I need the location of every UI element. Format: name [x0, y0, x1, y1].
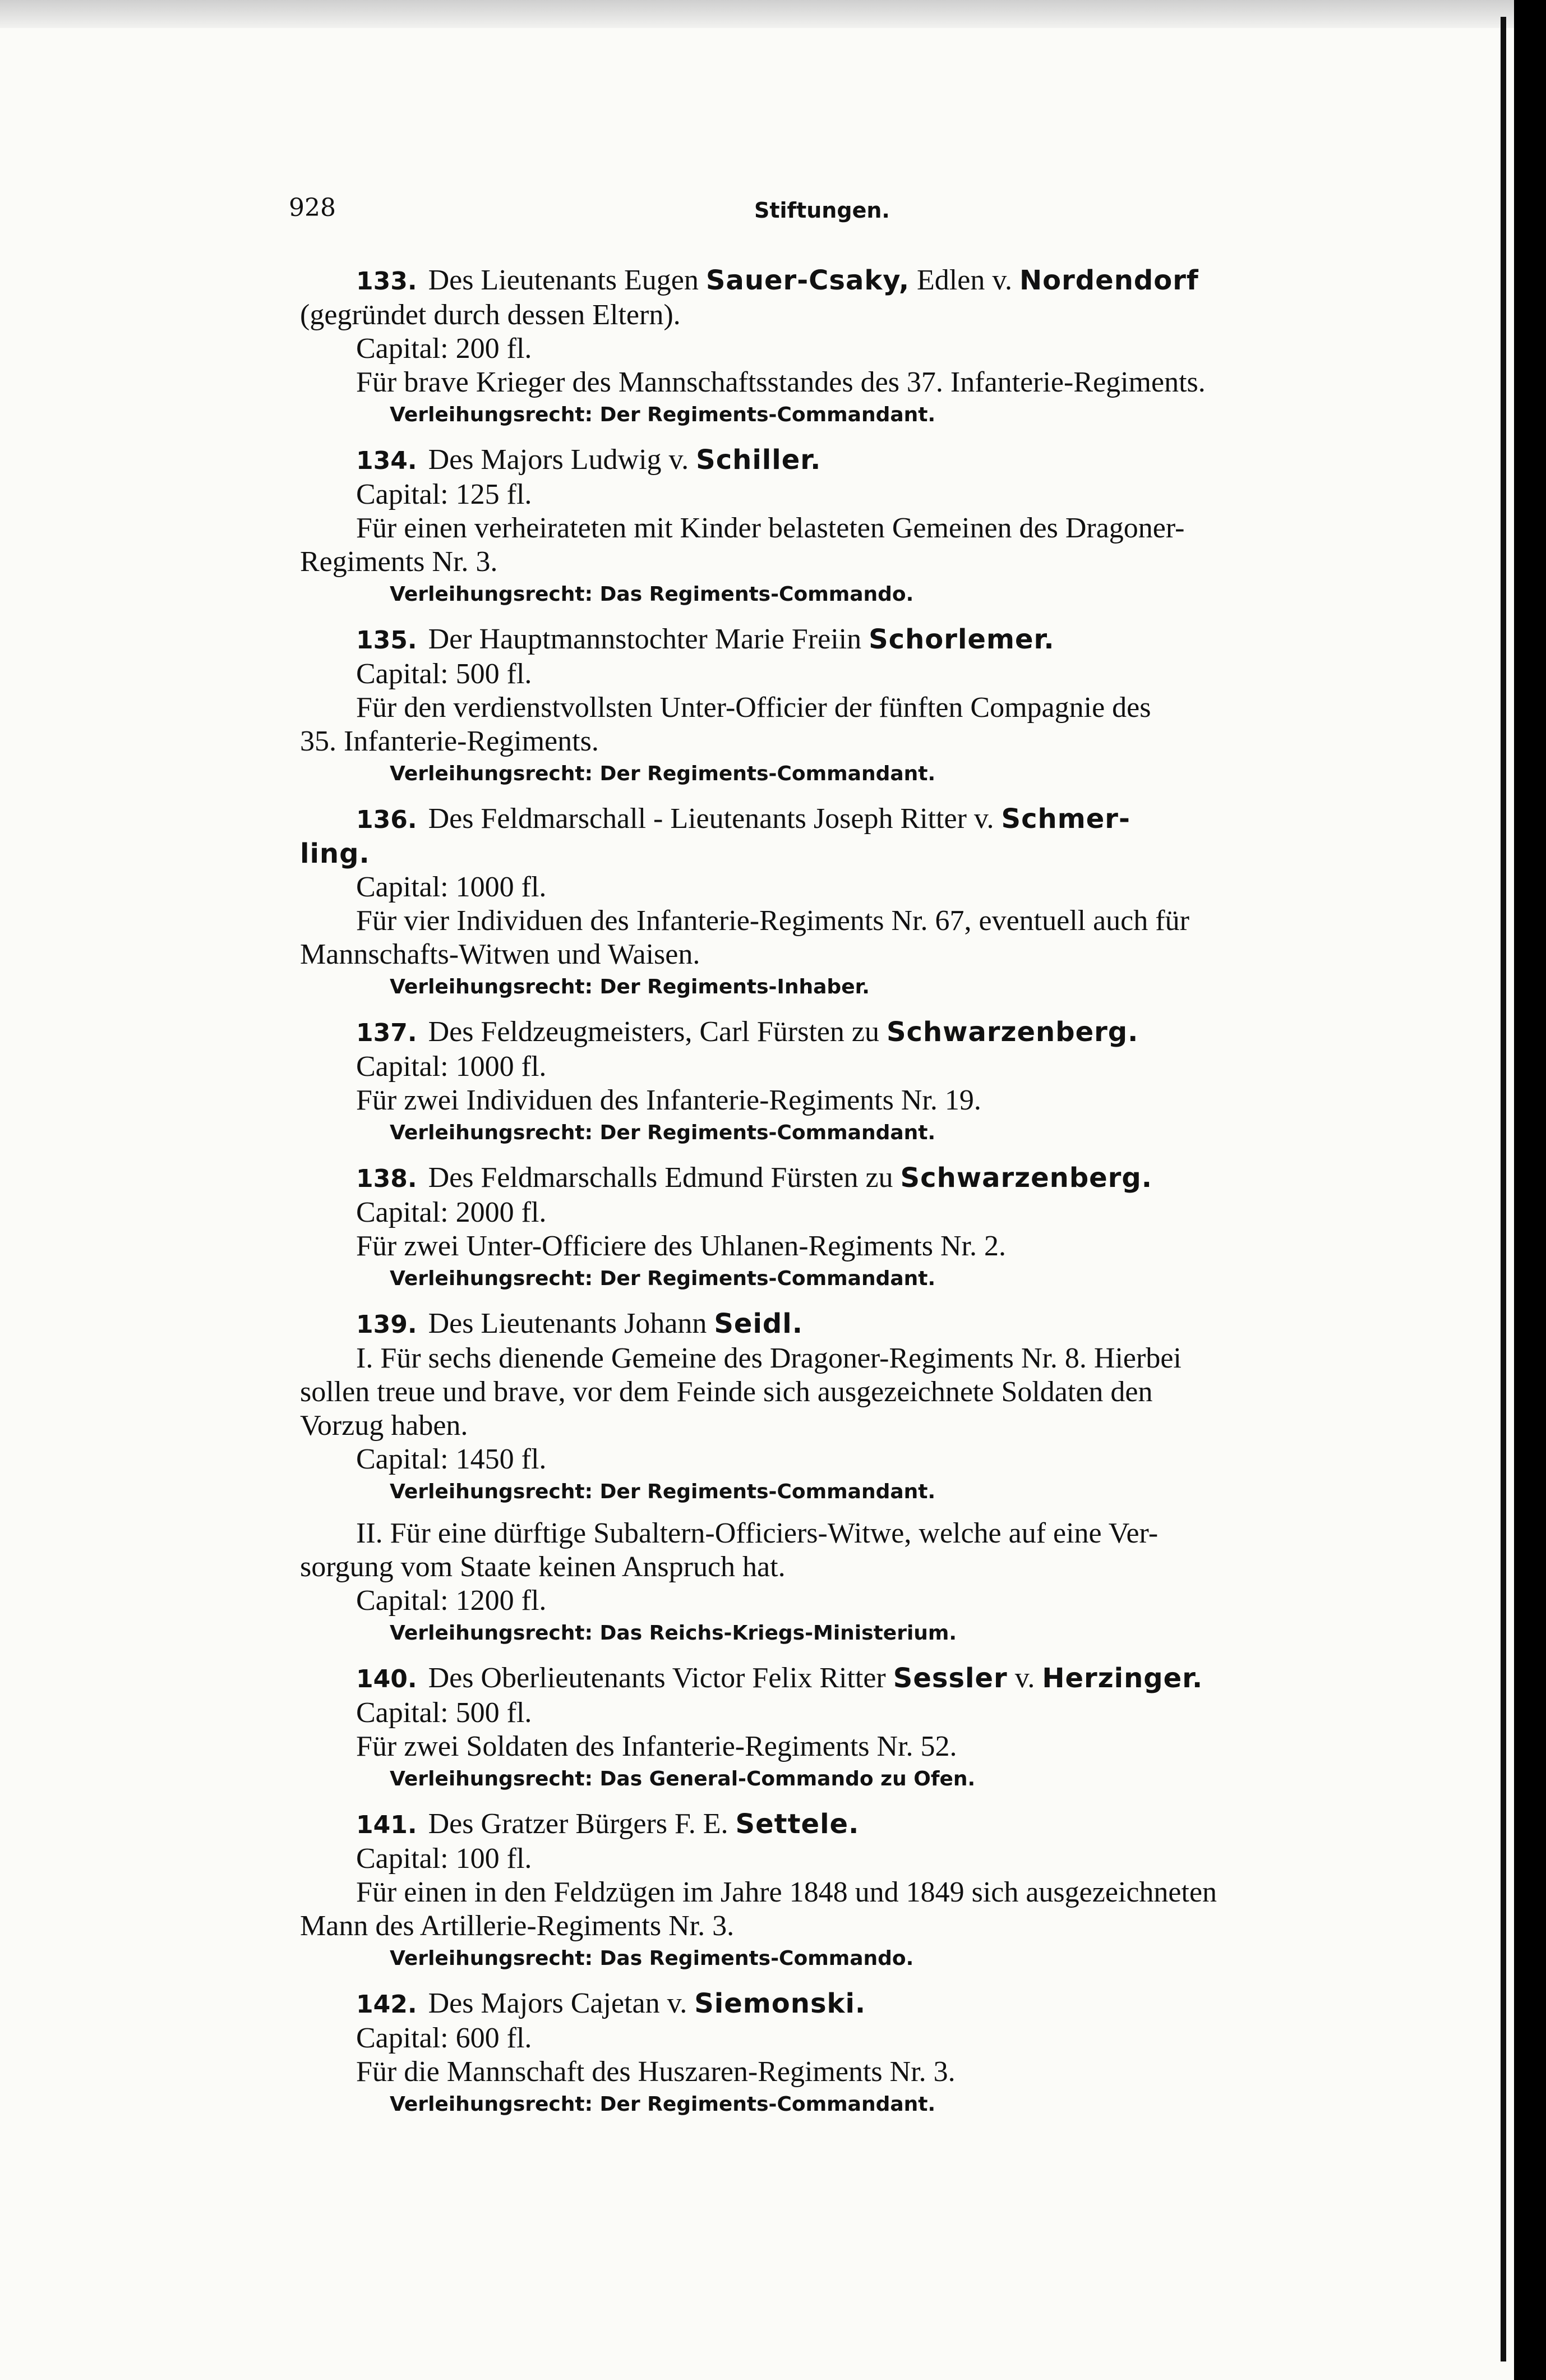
entry-number: 136. [356, 805, 417, 834]
capital: Capital: 200 fl. [356, 333, 532, 365]
verleihungsrecht: Verleihungsrecht: Der Regiments-Commandant. [390, 1121, 936, 1144]
entry-136: 136. Des Feldmarschall - Lieutenants Joseph Ritter v. Schmer- ling. Capital: 1000 fl. Für vier Individuen des Infanterie-Regiments Nr. 67, eventuell auch für Mannschafts-Witwen und Waisen. Verleihungsrecht: Der Regiments-Inhaber. [300, 802, 1349, 1003]
entry-name: Schwarzenberg. [900, 1162, 1152, 1194]
entry-number: 139. [356, 1310, 417, 1339]
entry-number: 140. [356, 1665, 417, 1693]
scan-edge-top [0, 0, 1514, 28]
purpose: Für vier Individuen des Infanterie-Regiments Nr. 67, eventuell auch für [356, 905, 1189, 937]
entry-134: 134. Des Majors Ludwig v. Schiller. Capital: 125 fl. Für einen verheirateten mit Kinder belasteten Gemeinen des Dragoner- Regiments Nr. 3. Verleihungsrecht: Das Regiments-Commando. [300, 443, 1349, 610]
verleihungsrecht: Verleihungsrecht: Das General-Commando zu Ofen. [390, 1767, 976, 1790]
page-header [289, 194, 1410, 238]
page-edge-rule [1501, 17, 1506, 2361]
purpose: Für den verdienstvollsten Unter-Officier der fünften Compagnie des [356, 692, 1151, 724]
entry-name: Siemonski. [694, 1988, 866, 2019]
capital: Capital: 2000 fl. [356, 1196, 547, 1228]
entry-number: 138. [356, 1164, 417, 1193]
entry-139: 139. Des Lieutenants Johann Seidl. I. Für sechs dienende Gemeine des Dragoner-Regiments Nr. 8. Hierbei sollen treue und brave, vor dem Feinde sich ausgezeichnete Soldaten den Vorzug haben. Capital: 1450 fl. Verleihungsrecht: Der Regiments-Commandant. II. Für eine dürftige Subaltern-Officiers-Witwe, welche auf eine Ver- sorgung vom Staate keinen Anspruch hat. Capital: 1200 fl. Verleihungsrecht: Das Reichs-Kriegs-Ministerium. [300, 1307, 1349, 1649]
purpose: Für zwei Soldaten des Infanterie-Regiments Nr. 52. [356, 1730, 957, 1762]
purpose: Für die Mannschaft des Huszaren-Regiments Nr. 3. [356, 2056, 956, 2088]
verleihungsrecht: Verleihungsrecht: Der Regiments-Commandant. [390, 1267, 936, 1290]
verleihungsrecht: Verleihungsrecht: Der Regiments-Commandant. [390, 1480, 936, 1503]
verleihungsrecht: Verleihungsrecht: Der Regiments-Commandant. [390, 2093, 936, 2116]
running-title: Stiftungen. [754, 198, 890, 223]
entry-number: 142. [356, 1990, 417, 2019]
purpose: Für einen in den Feldzügen im Jahre 1848 und 1849 sich ausgezeichneten [356, 1876, 1217, 1908]
entry-name: Schiller. [696, 444, 822, 476]
entry-number: 137. [356, 1019, 417, 1047]
verleihungsrecht: Verleihungsrecht: Der Regiments-Commandant. [390, 403, 936, 426]
entry-133: 133. Des Lieutenants Eugen Sauer-Csaky, Edlen v. Nordendorf (gegründet durch dessen Eltern). Capital: 200 fl. Für brave Krieger des Mannschaftsstandes des 37. Infanterie-Regiments. Verleihungsrecht: Der Regiments-Commandant. [300, 264, 1349, 431]
entry-name: Schmer- [1001, 803, 1130, 835]
page-number: 928 [289, 194, 336, 222]
verleihungsrecht: Verleihungsrecht: Das Reichs-Kriegs-Ministerium. [390, 1622, 957, 1645]
entry-name: Seidl. [714, 1308, 803, 1339]
entry-name: Sessler [893, 1663, 1008, 1694]
purpose: Für zwei Individuen des Infanterie-Regiments Nr. 19. [356, 1084, 981, 1116]
entry-number: 135. [356, 626, 417, 655]
capital: Capital: 1200 fl. [356, 1585, 547, 1617]
purpose: Für einen verheirateten mit Kinder belasteten Gemeinen des Dragoner- [356, 512, 1185, 544]
verleihungsrecht: Verleihungsrecht: Der Regiments-Inhaber. [390, 975, 870, 998]
capital: Capital: 125 fl. [356, 478, 532, 510]
page-body [300, 264, 1349, 2133]
entry-138: 138. Des Feldmarschalls Edmund Fürsten zu Schwarzenberg. Capital: 2000 fl. Für zwei Unter-Officiere des Uhlanen-Regiments Nr. 2. Verleihungsrecht: Der Regiments-Commandant. [300, 1161, 1349, 1295]
entry-name: Schwarzenberg. [886, 1016, 1139, 1048]
capital: Capital: 600 fl. [356, 2022, 532, 2054]
capital: Capital: 500 fl. [356, 1697, 532, 1729]
verleihungsrecht: Verleihungsrecht: Das Regiments-Commando. [390, 583, 914, 606]
purpose: II. Für eine dürftige Subaltern-Officiers-Witwe, welche auf eine Ver- [356, 1517, 1159, 1549]
capital: Capital: 1450 fl. [356, 1443, 547, 1475]
entry-name: Schorlemer. [869, 624, 1055, 655]
purpose: Für zwei Unter-Officiere des Uhlanen-Regiments Nr. 2. [356, 1230, 1006, 1262]
entry-number: 134. [356, 446, 417, 475]
capital: Capital: 1000 fl. [356, 871, 547, 903]
entry-number: 141. [356, 1811, 417, 1839]
capital: Capital: 100 fl. [356, 1843, 532, 1875]
capital: Capital: 500 fl. [356, 658, 532, 690]
capital: Capital: 1000 fl. [356, 1051, 547, 1083]
entry-140: 140. Des Oberlieutenants Victor Felix Ritter Sessler v. Herzinger. Capital: 500 fl. Für zwei Soldaten des Infanterie-Regiments Nr. 52. Verleihungsrecht: Das General-Commando zu Ofen. [300, 1661, 1349, 1795]
entry-142: 142. Des Majors Cajetan v. Siemonski. Capital: 600 fl. Für die Mannschaft des Huszaren-Regiments Nr. 3. Verleihungsrecht: Der Regiments-Commandant. [300, 1987, 1349, 2120]
entry-name: Sauer-Csaky, [705, 265, 910, 296]
entry-name: Herzinger. [1042, 1663, 1203, 1694]
entry-141: 141. Des Gratzer Bürgers F. E. Settele. Capital: 100 fl. Für einen in den Feldzügen im Jahre 1848 und 1849 sich ausgezeichneten Mann des Artillerie-Regiments Nr. 3. Verleihungsrecht: Das Regiments-Commando. [300, 1807, 1349, 1974]
entry-name: Nordendorf [1019, 265, 1199, 296]
verleihungsrecht: Verleihungsrecht: Der Regiments-Commandant. [390, 762, 936, 785]
entry-135: 135. Der Hauptmannstochter Marie Freiin Schorlemer. Capital: 500 fl. Für den verdienstvollsten Unter-Officier der fünften Compagnie des 35. Infanterie-Regiments. Verleihungsrecht: Der Regiments-Commandant. [300, 623, 1349, 790]
verleihungsrecht: Verleihungsrecht: Das Regiments-Commando. [390, 1947, 914, 1970]
purpose: Für brave Krieger des Mannschaftsstandes des 37. Infanterie-Regiments. [356, 366, 1206, 398]
entry-137: 137. Des Feldzeugmeisters, Carl Fürsten zu Schwarzenberg. Capital: 1000 fl. Für zwei Individuen des Infanterie-Regiments Nr. 19. Verleihungsrecht: Der Regiments-Commandant. [300, 1015, 1349, 1149]
purpose: I. Für sechs dienende Gemeine des Dragoner-Regiments Nr. 8. Hierbei [356, 1342, 1182, 1374]
entry-number: 133. [356, 267, 417, 296]
entry-name: Settele. [735, 1808, 860, 1840]
